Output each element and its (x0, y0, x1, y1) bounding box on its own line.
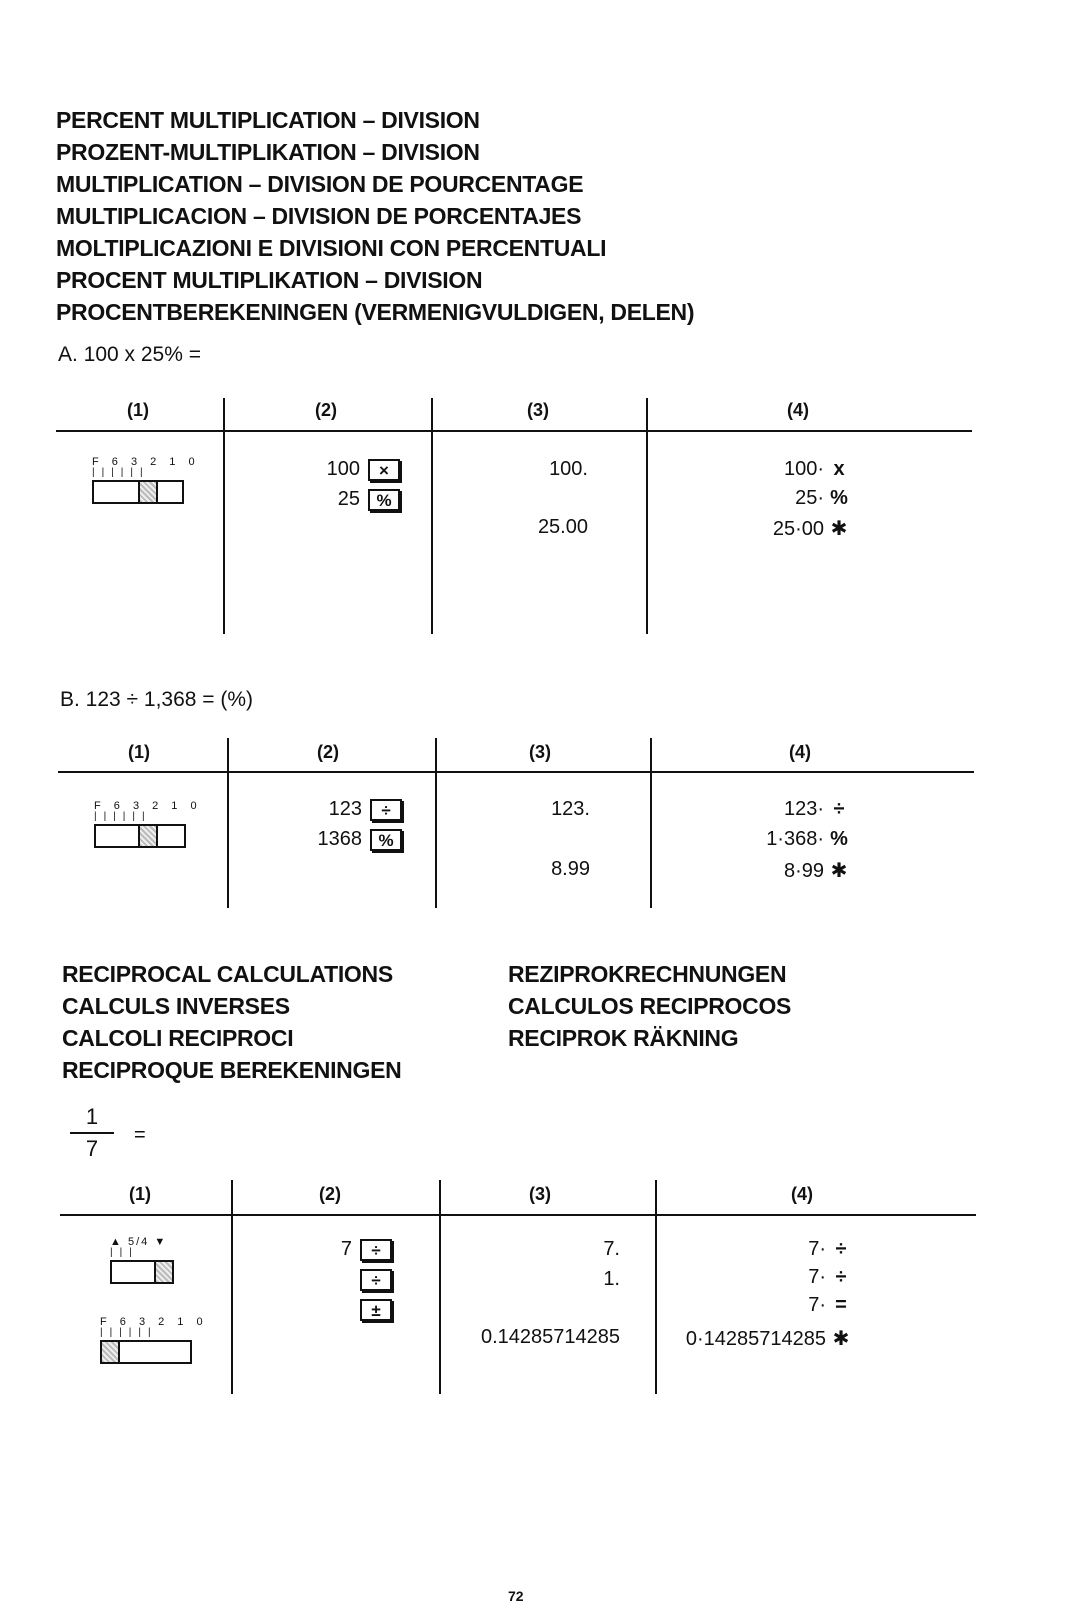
rounding-switch (110, 1236, 174, 1284)
page-number: 72 (508, 1588, 524, 1604)
example-b-problem: B. 123 ÷ 1,368 = (%) (60, 688, 254, 711)
tape-value: 25· (795, 487, 824, 509)
switch-box (94, 824, 186, 848)
key-entry (252, 798, 402, 821)
tape-line (680, 858, 854, 883)
heading-line-en: PERCENT MULTIPLICATION – DIVISION (56, 107, 480, 133)
column-divider (227, 738, 229, 908)
tape-value: 25·00 (772, 518, 824, 540)
tape-value: 7· (808, 1266, 826, 1288)
tape-symbol: ÷ (833, 798, 845, 820)
switch-knob (138, 482, 158, 502)
heading-line-en: RECIPROCAL CALCULATIONS (62, 961, 393, 987)
tape-value: 7· (808, 1294, 826, 1316)
heading-line-nl: PROCENTBEREKENINGEN (VERMENIGVULDIGEN, DELEN) (56, 299, 695, 325)
col-header-1: (1) (128, 742, 150, 762)
table-rule (60, 1214, 976, 1216)
column-divider (646, 398, 648, 634)
switch-ticks: |||||| (92, 467, 150, 478)
tape-value: 100· (783, 458, 824, 480)
round-up-arrow-icon: ▲ (110, 1236, 123, 1248)
tape-line (670, 1294, 856, 1317)
column-divider (439, 1180, 441, 1394)
col-header-3: (3) (527, 400, 549, 420)
tape-value: 1·368· (766, 828, 824, 850)
heading-line-fr: CALCULS INVERSES (62, 993, 290, 1019)
tape-symbol: = (835, 1294, 847, 1316)
percent-key-icon: % (368, 489, 400, 511)
switch-knob (102, 1342, 120, 1362)
decimal-switch (100, 1316, 208, 1364)
round-down-arrow-icon: ▼ (154, 1236, 168, 1248)
col-header-3: (3) (529, 1184, 551, 1204)
entry-value: 100 (326, 458, 360, 480)
tape-line (670, 1266, 856, 1289)
key-entry (252, 828, 402, 851)
tape-symbol: ÷ (835, 1266, 847, 1288)
fraction-numerator: 1 (85, 1104, 99, 1129)
switch-knob (154, 1262, 174, 1282)
col-header-2: (2) (317, 742, 339, 762)
heading-line-de: REZIPROKRECHNUNGEN (508, 961, 787, 987)
tape-line (680, 516, 854, 541)
tape-symbol: x (833, 458, 845, 480)
tape-line (670, 1238, 856, 1261)
tape-symbol: ✱ (830, 860, 848, 882)
multiply-key-icon: × (368, 459, 400, 481)
col-header-1: (1) (129, 1184, 151, 1204)
fraction (70, 1104, 114, 1162)
tape-line (680, 487, 854, 510)
col-header-4: (4) (789, 742, 811, 762)
example-a-problem: A. 100 x 25% = (58, 343, 202, 366)
fraction-bar (70, 1132, 114, 1134)
key-entry (250, 1268, 392, 1291)
column-divider (223, 398, 225, 634)
entry-value: 123 (328, 798, 362, 820)
col-header-4: (4) (787, 400, 809, 420)
table-rule (56, 430, 972, 432)
tape-symbol: ✱ (832, 1328, 850, 1350)
fraction-denominator: 7 (85, 1136, 99, 1161)
tape-symbol: % (830, 828, 848, 850)
entry-value: 25 (337, 488, 360, 510)
key-entry (250, 488, 400, 511)
heading-line-fr: MULTIPLICATION – DIVISION DE POURCENTAGE (56, 171, 584, 197)
display-value: 123. (551, 798, 590, 820)
switch-knob (138, 826, 158, 846)
decimal-switch (94, 800, 202, 848)
display-value: 1. (603, 1268, 620, 1290)
display-value: 100. (549, 458, 588, 480)
section2-heading-right (508, 958, 791, 1054)
heading-line-it: MOLTIPLICAZIONI E DIVISIONI CON PERCENTUALI (56, 235, 607, 261)
section1-heading (56, 104, 694, 328)
display-value: 7. (603, 1238, 620, 1260)
decimal-switch-label: F 6 3 2 1 0 (92, 456, 200, 468)
tape-symbol: ✱ (830, 518, 848, 540)
key-entry (250, 458, 400, 481)
key-entry (250, 1298, 392, 1321)
switch-box (100, 1340, 192, 1364)
column-divider (431, 398, 433, 634)
display-value: 8.99 (551, 858, 590, 880)
fraction-equals: = (134, 1124, 146, 1146)
section2-heading-left (62, 958, 401, 1086)
tape-value: 0·14285714285 (685, 1328, 826, 1350)
tape-line (680, 798, 854, 821)
heading-line-de: PROZENT-MULTIPLIKATION – DIVISION (56, 139, 480, 165)
heading-line-sv: RECIPROK RÄKNING (508, 1025, 739, 1051)
decimal-switch-label: F 6 3 2 1 0 (100, 1316, 208, 1328)
column-divider (655, 1180, 657, 1394)
heading-line-es: CALCULOS RECIPROCOS (508, 993, 792, 1019)
column-divider (435, 738, 437, 908)
display-value: 25.00 (537, 516, 588, 538)
tape-symbol: % (830, 487, 848, 509)
heading-line-nl: RECIPROQUE BEREKENINGEN (62, 1057, 402, 1083)
rounding-label: 5/4 (127, 1236, 150, 1248)
key-entry (250, 1238, 392, 1261)
divide-key-icon: ÷ (370, 799, 402, 821)
tape-value: 7· (808, 1238, 826, 1260)
entry-value: 1368 (317, 828, 362, 850)
col-header-2: (2) (319, 1184, 341, 1204)
tape-value: 123· (783, 798, 824, 820)
heading-line-sv: PROCENT MULTIPLIKATION – DIVISION (56, 267, 483, 293)
entry-value: 7 (340, 1238, 352, 1260)
column-divider (650, 738, 652, 908)
tape-symbol: ÷ (835, 1238, 847, 1260)
switch-ticks: |||||| (100, 1327, 158, 1338)
tape-line (670, 1326, 856, 1351)
divide-key-icon: ÷ (360, 1239, 392, 1261)
column-divider (231, 1180, 233, 1394)
switch-box (92, 480, 184, 504)
display-value: 0.14285714285 (480, 1326, 620, 1348)
switch-ticks: |||||| (94, 811, 152, 822)
tape-line (680, 458, 854, 481)
heading-line-es: MULTIPLICACION – DIVISION DE PORCENTAJES (56, 203, 582, 229)
divide-key-icon: ÷ (360, 1269, 392, 1291)
col-header-2: (2) (315, 400, 337, 420)
switch-ticks: ||| (110, 1247, 139, 1258)
percent-key-icon: % (370, 829, 402, 851)
decimal-switch (92, 456, 200, 504)
col-header-1: (1) (127, 400, 149, 420)
col-header-3: (3) (529, 742, 551, 762)
heading-line-it: CALCOLI RECIPROCI (62, 1025, 294, 1051)
table-rule (58, 771, 974, 773)
col-header-4: (4) (791, 1184, 813, 1204)
total-key-icon: ± (360, 1299, 392, 1321)
tape-line (680, 828, 854, 851)
decimal-switch-label: F 6 3 2 1 0 (94, 800, 202, 812)
tape-value: 8·99 (783, 860, 824, 882)
switch-box (110, 1260, 174, 1284)
